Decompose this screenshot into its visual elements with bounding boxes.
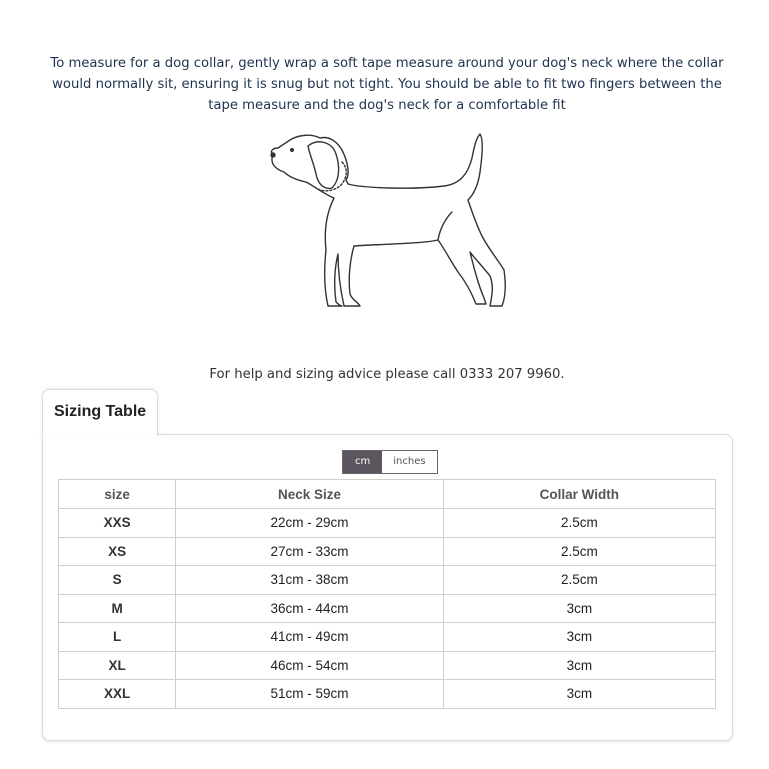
measure-instructions: To measure for a dog collar, gently wrap a soft tape measure around your dog's neck where the collar would normally sit, ensuring it is snug but not tight. You should be able to fit two fingers between the tape measure and the dog's neck for a comfortable fit bbox=[50, 56, 724, 114]
cell-neck-size: 51cm - 59cm bbox=[176, 680, 443, 709]
cell-size: XXS bbox=[59, 509, 176, 538]
cell-collar-width: 2.5cm bbox=[443, 509, 715, 538]
cell-neck-size: 22cm - 29cm bbox=[176, 509, 443, 538]
tab-sizing-table[interactable] bbox=[42, 389, 158, 437]
cell-neck-size: 36cm - 44cm bbox=[176, 594, 443, 623]
help-contact-text: For help and sizing advice please call 0333 207 9960. bbox=[209, 367, 565, 383]
table-row bbox=[59, 594, 716, 623]
header-collar-width: Collar Width bbox=[443, 480, 715, 509]
unit-cm-button[interactable]: cm bbox=[343, 451, 382, 473]
cell-size: XXL bbox=[59, 680, 176, 709]
cell-size: XL bbox=[59, 651, 176, 680]
cell-collar-width: 3cm bbox=[443, 680, 715, 709]
unit-toggle bbox=[342, 450, 438, 474]
cell-size: S bbox=[59, 566, 176, 595]
header-neck-size: Neck Size bbox=[176, 480, 443, 509]
tab-sizing-table-label: Sizing Table bbox=[54, 403, 147, 420]
cell-neck-size: 31cm - 38cm bbox=[176, 566, 443, 595]
table-row bbox=[59, 623, 716, 652]
cell-collar-width: 3cm bbox=[443, 594, 715, 623]
cell-neck-size: 41cm - 49cm bbox=[176, 623, 443, 652]
cell-size: XS bbox=[59, 537, 176, 566]
table-row bbox=[59, 537, 716, 566]
unit-inches-button[interactable]: inches bbox=[382, 451, 436, 473]
cell-collar-width: 2.5cm bbox=[443, 566, 715, 595]
dog-outline-icon bbox=[262, 128, 512, 314]
table-row bbox=[59, 651, 716, 680]
cell-neck-size: 46cm - 54cm bbox=[176, 651, 443, 680]
cell-collar-width: 3cm bbox=[443, 623, 715, 652]
table-row bbox=[59, 680, 716, 709]
cell-collar-width: 2.5cm bbox=[443, 537, 715, 566]
sizing-table bbox=[58, 479, 716, 709]
cell-neck-size: 27cm - 33cm bbox=[176, 537, 443, 566]
table-row bbox=[59, 509, 716, 538]
cell-size: M bbox=[59, 594, 176, 623]
table-header-row bbox=[59, 480, 716, 509]
cell-size: L bbox=[59, 623, 176, 652]
table-row bbox=[59, 566, 716, 595]
header-size: size bbox=[59, 480, 176, 509]
cell-collar-width: 3cm bbox=[443, 651, 715, 680]
